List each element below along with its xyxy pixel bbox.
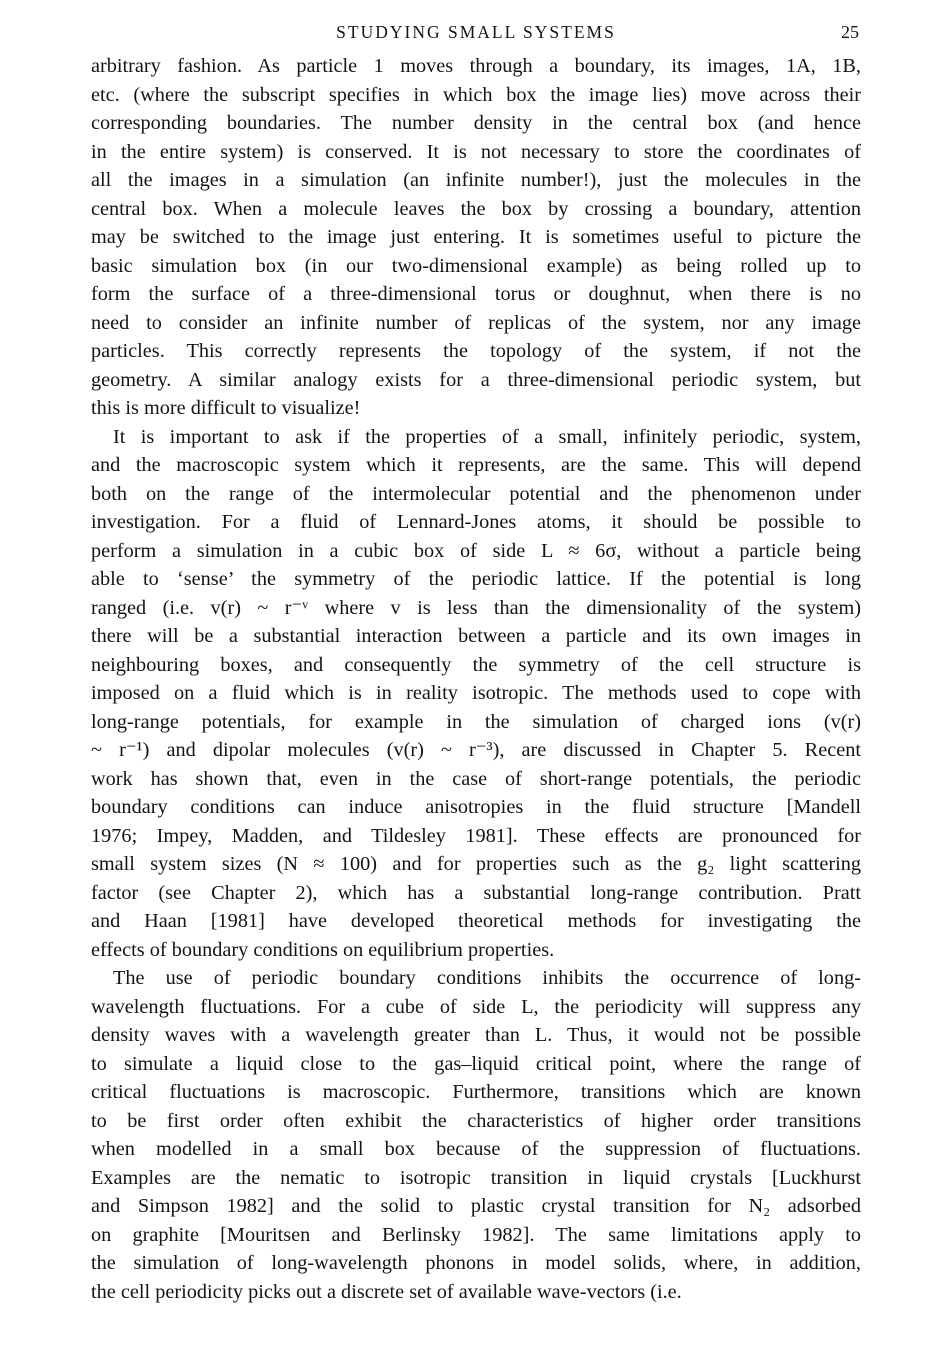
text-line: wavelength fluctuations. For a cube of side L, the periodicity will suppress any bbox=[91, 995, 861, 1018]
running-title: STUDYING SMALL SYSTEMS bbox=[336, 22, 616, 42]
book-page bbox=[91, 20, 861, 1306]
text-line: form the surface of a three-dimensional torus or doughnut, when there is no bbox=[91, 283, 861, 305]
text-line: ranged (i.e. v(r) ~ r⁻ᵛ where v is less than the dimensionality of the system) bbox=[91, 596, 861, 619]
text-line: the simulation of long-wavelength phonons in model solids, where, in addition, bbox=[91, 1252, 861, 1274]
page-number: 25 bbox=[841, 22, 859, 42]
text-line: there will be a substantial interaction between a particle and its own images in bbox=[91, 625, 861, 647]
text-line: investigation. For a fluid of Lennard-Jones atoms, it should be possible to bbox=[91, 511, 861, 533]
text-line: and Haan [1981] have developed theoretical methods for investigating the bbox=[91, 910, 861, 932]
text-line: etc. (where the subscript specifies in which box the image lies) move across their bbox=[91, 83, 861, 106]
text-line: neighbouring boxes, and consequently the symmetry of the cell structure is bbox=[91, 653, 861, 676]
text-line: and the macroscopic system which it represents, are the same. This will depend bbox=[91, 454, 861, 476]
text-line: this is more difficult to visualize! bbox=[91, 397, 361, 419]
text-line: imposed on a fluid which is in reality isotropic. The methods used to cope with bbox=[91, 682, 861, 704]
text-line: on graphite [Mouritsen and Berlinsky 1982]. The same limitations apply to bbox=[91, 1223, 861, 1246]
text-line: need to consider an infinite number of replicas of the system, nor any image bbox=[91, 311, 861, 334]
text-line: and Simpson 1982] and the solid to plastic crystal transition for N₂ adsorbed bbox=[91, 1195, 861, 1217]
text-line: effects of boundary conditions on equilibrium properties. bbox=[91, 938, 555, 961]
paragraph bbox=[91, 964, 861, 1306]
text-line: to simulate a liquid close to the gas–liquid critical point, where the range of bbox=[91, 1052, 861, 1075]
text-line: boundary conditions can induce anisotropies in the fluid structure [Mandell bbox=[91, 796, 861, 818]
text-line: It is important to ask if the properties of a small, infinitely periodic, system, bbox=[113, 425, 861, 448]
text-line: may be switched to the image just entering. It is sometimes useful to picture the bbox=[91, 226, 861, 248]
text-line: work has shown that, even in the case of short-range potentials, the periodic bbox=[91, 767, 861, 790]
text-line: the cell periodicity picks out a discrete set of available wave-vectors (i.e. bbox=[91, 1280, 682, 1303]
text-line: able to ‘sense’ the symmetry of the periodic lattice. If the potential is long bbox=[91, 568, 861, 590]
text-line: factor (see Chapter 2), which has a substantial long-range contribution. Pratt bbox=[91, 881, 861, 904]
running-header bbox=[91, 20, 861, 52]
text-line: ~ r⁻¹) and dipolar molecules (v(r) ~ r⁻³), are discussed in Chapter 5. Recent bbox=[91, 739, 861, 761]
text-line: critical fluctuations is macroscopic. Furthermore, transitions which are known bbox=[91, 1081, 861, 1103]
text-line: perform a simulation in a cubic box of side L ≈ 6σ, without a particle being bbox=[91, 539, 861, 562]
text-line: in the entire system) is conserved. It is not necessary to store the coordinates of bbox=[91, 140, 861, 163]
text-line: 1976; Impey, Madden, and Tildesley 1981]. These effects are pronounced for bbox=[91, 824, 861, 847]
text-line: to be first order often exhibit the characteristics of higher order transitions bbox=[91, 1109, 861, 1132]
text-line: basic simulation box (in our two-dimensional example) as being rolled up to bbox=[91, 254, 861, 277]
text-line: arbitrary fashion. As particle 1 moves through a boundary, its images, 1A, 1B, bbox=[91, 55, 861, 77]
paragraph bbox=[91, 423, 861, 965]
text-line: both on the range of the intermolecular potential and the phenomenon under bbox=[91, 482, 861, 505]
text-line: when modelled in a small box because of the suppression of fluctuations. bbox=[91, 1138, 861, 1160]
text-line: corresponding boundaries. The number density in the central box (and hence bbox=[91, 112, 861, 134]
text-line: density waves with a wavelength greater than L. Thus, it would not be possible bbox=[91, 1024, 861, 1046]
text-line: small system sizes (N ≈ 100) and for properties such as the g₂ light scattering bbox=[91, 853, 861, 875]
text-line: all the images in a simulation (an infinite number!), just the molecules in the bbox=[91, 169, 861, 191]
text-line: long-range potentials, for example in the simulation of charged ions (v(r) bbox=[91, 710, 861, 733]
text-line: Examples are the nematic to isotropic transition in liquid crystals [Luckhurst bbox=[91, 1166, 861, 1189]
body-text bbox=[91, 52, 861, 1306]
paragraph bbox=[91, 52, 861, 423]
text-line: The use of periodic boundary conditions inhibits the occurrence of long- bbox=[113, 967, 861, 989]
text-line: central box. When a molecule leaves the box by crossing a boundary, attention bbox=[91, 197, 861, 220]
text-line: geometry. A similar analogy exists for a three-dimensional periodic system, but bbox=[91, 368, 861, 391]
text-line: particles. This correctly represents the topology of the system, if not the bbox=[91, 340, 861, 362]
